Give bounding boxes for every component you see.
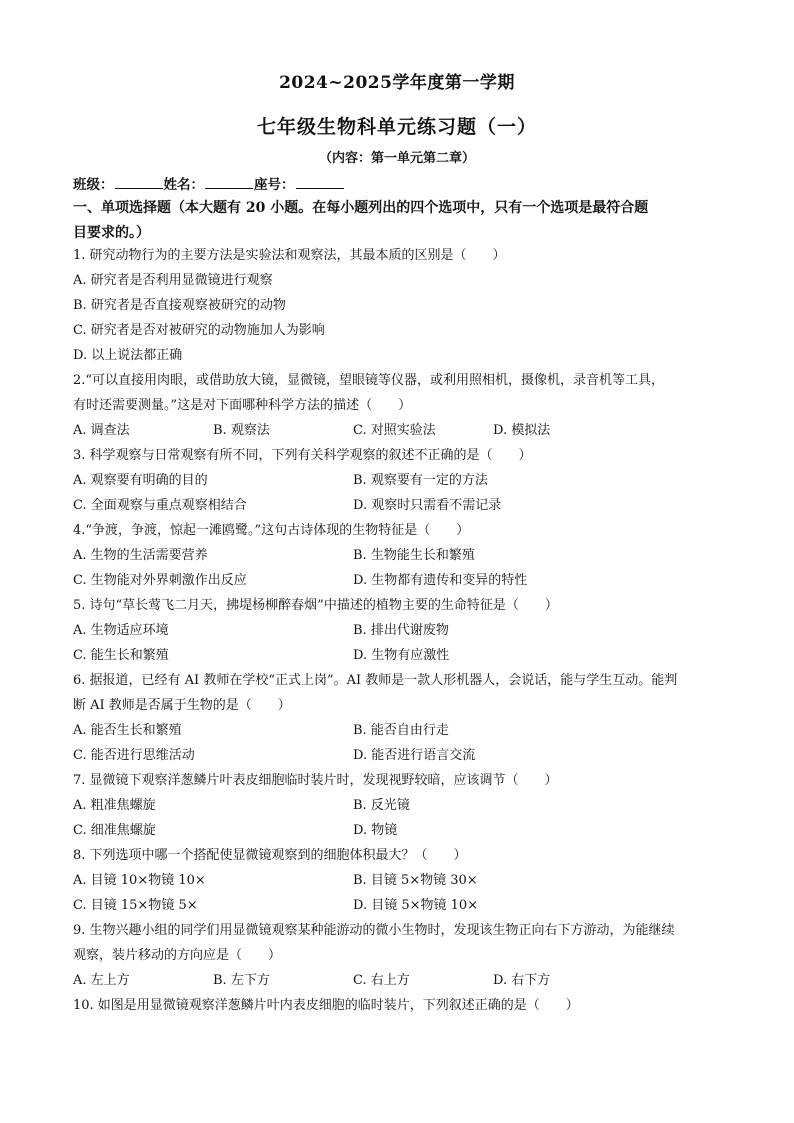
question-1 (73, 243, 733, 368)
option: B. 研究者是否直接观察被研究的动物 (73, 298, 286, 313)
question-stem: 10. 如图是用显微镜观察洋葱鳞片叶内表皮细胞的临时装片，下列叙述正确的是（ ） (73, 998, 579, 1013)
option: D. 生物有应激性 (353, 648, 450, 663)
student-info-line (73, 173, 345, 193)
option: C. 对照实验法 (353, 423, 436, 438)
option: B. 左下方 (213, 973, 270, 988)
seat-blank (296, 175, 344, 189)
question-stem: 断 AI 教师是否属于生物的是（ ） (73, 698, 291, 713)
section-heading-line: 目要求的。） (73, 225, 150, 241)
exam-subtitle: （内容：第一单元第二章） (318, 151, 475, 166)
exam-title: 七年级生物科单元练习题（一） (256, 116, 537, 138)
class-label: 班级： (73, 177, 114, 193)
question-stem: 观察，装片移动的方向应是（ ） (73, 948, 282, 963)
question-stem: 2.“可以直接用肉眼，或借助放大镜，显微镜，望眼镜等仪器，或利用照相机，摄像机，录音机等工具， (73, 373, 665, 388)
question-stem: 3. 科学观察与日常观察有所不同，下列有关科学观察的叙述不正确的是（ ） (73, 448, 532, 463)
question-3 (73, 443, 733, 518)
option: A. 观察要有明确的目的 (73, 473, 208, 488)
option: A. 目镜 10×物镜 10× (73, 873, 206, 888)
option: D. 观察时只需看不需记录 (353, 498, 502, 513)
option: C. 能生长和繁殖 (73, 648, 169, 663)
option: C. 研究者是否对被研究的动物施加人为影响 (73, 323, 325, 338)
option: B. 目镜 5×物镜 30× (353, 873, 478, 888)
option: A. 粗准焦螺旋 (73, 798, 156, 813)
option: D. 目镜 5×物镜 10× (353, 898, 479, 913)
question-stem: 9. 生物兴趣小组的同学们用显微镜观察某种能游动的微小生物时，发现该生物正向右下方游动，为能继续 (73, 923, 675, 938)
question-2 (73, 368, 733, 443)
question-8 (73, 843, 733, 918)
option: A. 能否生长和繁殖 (73, 723, 182, 738)
option: C. 目镜 15×物镜 5× (73, 898, 198, 913)
option: C. 生物能对外界刺激作出反应 (73, 573, 247, 588)
question-7 (73, 768, 733, 843)
option: C. 右上方 (353, 973, 410, 988)
option: C. 细准焦螺旋 (73, 823, 156, 838)
option: A. 生物的生活需要营养 (73, 548, 208, 563)
question-stem: 有时还需要测量。”这是对下面哪种科学方法的描述（ ） (73, 398, 412, 413)
option: D. 生物都有遗传和变异的特性 (353, 573, 528, 588)
year-term-title: 2024~2025学年度第一学期 (279, 73, 515, 93)
question-10 (73, 993, 733, 1018)
option: B. 反光镜 (353, 798, 410, 813)
name-label: 姓名： (163, 177, 204, 193)
option: D. 以上说法都正确 (73, 348, 183, 363)
seat-label: 座号： (254, 177, 295, 193)
question-5 (73, 593, 733, 668)
option: D. 物镜 (353, 823, 398, 838)
section-heading (73, 196, 733, 246)
option: B. 生物能生长和繁殖 (353, 548, 475, 563)
option: C. 全面观察与重点观察相结合 (73, 498, 247, 513)
name-blank (205, 175, 253, 189)
option: A. 调查法 (73, 423, 130, 438)
question-stem: 4.“争渡，争渡，惊起一滩鸥鹭。”这句古诗体现的生物特征是（ ） (73, 523, 470, 538)
question-4 (73, 518, 733, 593)
option: B. 排出代谢废物 (353, 623, 449, 638)
question-stem: 6. 据报道，已经有 AI 教师在学校“正式上岗”。AI 教师是一款人形机器人，会说话，能与学生互动。能判 (73, 673, 678, 688)
question-stem: 7. 显微镜下观察洋葱鳞片叶表皮细胞临时装片时，发现视野较暗，应该调节（ ） (73, 773, 558, 788)
option: A. 研究者是否利用显微镜进行观察 (73, 273, 273, 288)
section-heading-line: 一、单项选择题（本大题有 20 小题。在每小题列出的四个选项中，只有一个选项是最符合题 (73, 200, 649, 216)
option: D. 右下方 (493, 973, 551, 988)
question-stem: 8. 下列选项中哪一个搭配使显微镜观察到的细胞体积最大？（ ） (73, 848, 467, 863)
option: B. 能否自由行走 (353, 723, 449, 738)
option: A. 生物适应环境 (73, 623, 169, 638)
question-stem: 1. 研究动物行为的主要方法是实验法和观察法，其最本质的区别是（ ） (73, 248, 506, 263)
option: A. 左上方 (73, 973, 130, 988)
option: B. 观察要有一定的方法 (353, 473, 488, 488)
option: D. 能否进行语言交流 (353, 748, 476, 763)
option: C. 能否进行思维活动 (73, 748, 195, 763)
question-9 (73, 918, 733, 993)
question-stem: 5. 诗句“草长莺飞二月天，拂堤杨柳醉春烟”中描述的植物主要的生命特征是（ ） (73, 598, 558, 613)
option: D. 模拟法 (493, 423, 551, 438)
question-6 (73, 668, 733, 768)
option: B. 观察法 (213, 423, 270, 438)
class-blank (115, 175, 163, 189)
